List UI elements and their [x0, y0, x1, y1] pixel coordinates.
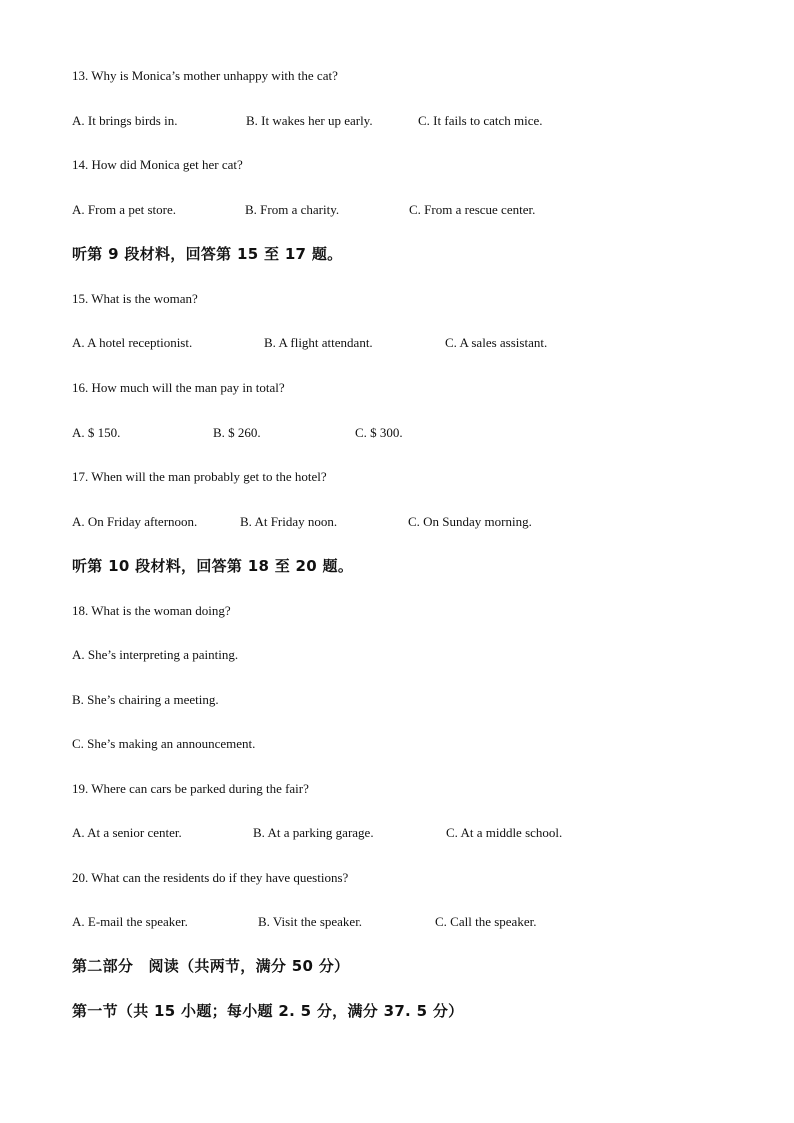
question-20: 20. What can the residents do if they have questions?: [72, 870, 349, 885]
q13-option-a: A. It brings birds in.: [72, 113, 178, 128]
q20-option-b: B. Visit the speaker.: [258, 914, 363, 929]
q18-option-c: C. She’s making an announcement.: [72, 736, 256, 751]
q16-option-c: C. $ 300.: [355, 425, 403, 440]
q20-option-a: A. E-mail the speaker.: [72, 914, 188, 929]
question-15: 15. What is the woman?: [72, 291, 198, 306]
q14-option-b: B. From a charity.: [245, 202, 340, 217]
q19-option-c: C. At a middle school.: [446, 825, 563, 840]
part-2-heading: 第二部分 阅读（共两节，满分 50 分）: [72, 957, 350, 975]
q19-option-a: A. At a senior center.: [72, 825, 182, 840]
question-19: 19. Where can cars be parked during the fair?: [72, 781, 309, 796]
part-2-section-1-heading: 第一节（共 15 小题；每小题 2. 5 分，满分 37. 5 分）: [72, 1002, 464, 1020]
question-16: 16. How much will the man pay in total?: [72, 380, 285, 395]
q15-option-a: A. A hotel receptionist.: [72, 335, 193, 350]
q17-option-b: B. At Friday noon.: [240, 514, 338, 529]
q19-option-b: B. At a parking garage.: [253, 825, 374, 840]
q14-option-a: A. From a pet store.: [72, 202, 176, 217]
q17-option-a: A. On Friday afternoon.: [72, 514, 198, 529]
q14-option-c: C. From a rescue center.: [409, 202, 536, 217]
section-heading-9: 听第 9 段材料，回答第 15 至 17 题。: [72, 245, 343, 263]
section-heading-10: 听第 10 段材料，回答第 18 至 20 题。: [72, 557, 354, 575]
q16-option-b: B. $ 260.: [213, 425, 261, 440]
question-14: 14. How did Monica get her cat?: [72, 157, 243, 172]
q15-option-c: C. A sales assistant.: [445, 335, 548, 350]
question-17: 17. When will the man probably get to the hotel?: [72, 469, 327, 484]
q20-option-c: C. Call the speaker.: [435, 914, 537, 929]
q18-option-a: A. She’s interpreting a painting.: [72, 647, 239, 662]
q13-option-c: C. It fails to catch mice.: [418, 113, 543, 128]
question-18: 18. What is the woman doing?: [72, 603, 231, 618]
q17-option-c: C. On Sunday morning.: [408, 514, 532, 529]
q15-option-b: B. A flight attendant.: [264, 335, 373, 350]
q18-option-b: B. She’s chairing a meeting.: [72, 692, 219, 707]
q13-option-b: B. It wakes her up early.: [246, 113, 373, 128]
q16-option-a: A. $ 150.: [72, 425, 121, 440]
question-13: 13. Why is Monica’s mother unhappy with the cat?: [72, 68, 338, 83]
